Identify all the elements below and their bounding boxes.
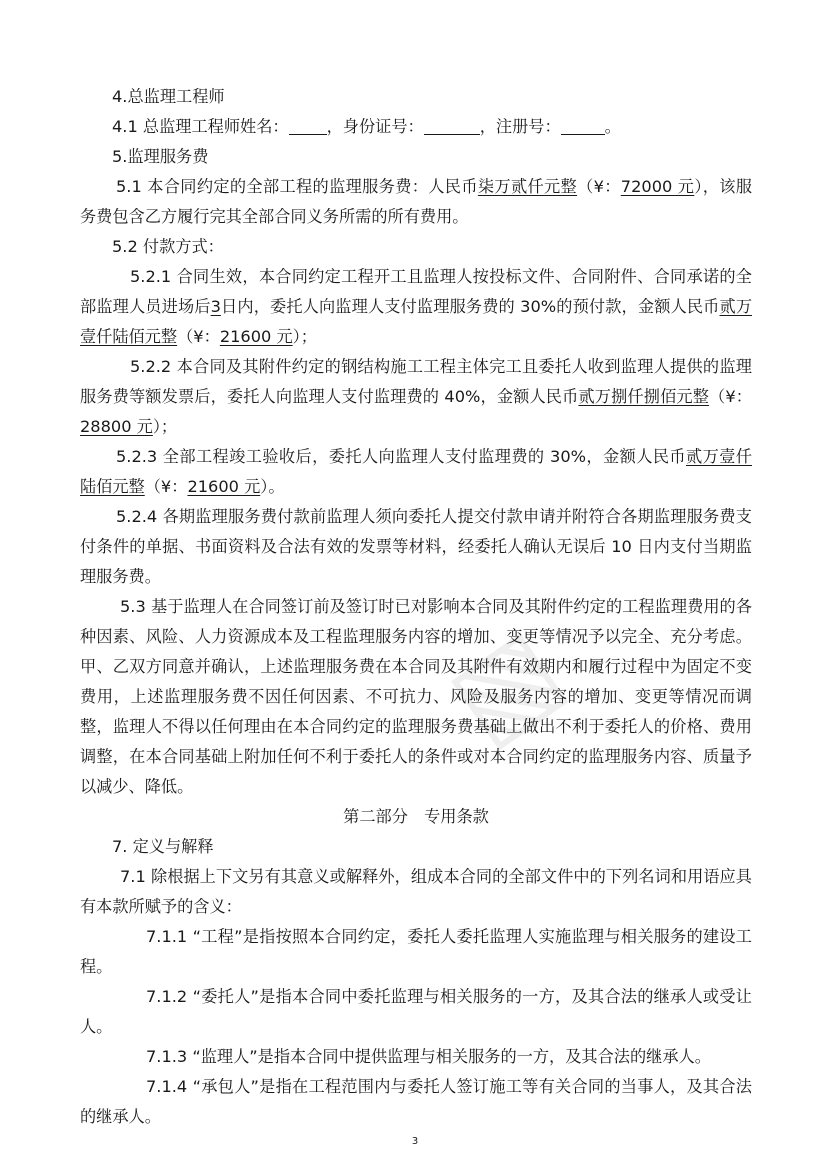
days-value: 3 bbox=[210, 297, 221, 316]
id-label: 身份证号： bbox=[342, 117, 424, 136]
section-4-heading bbox=[80, 82, 752, 112]
text-run: 日内，委托人向监理人支付监理服务费的 30%的预付款，金额人民币 bbox=[220, 297, 720, 316]
section-5-2-3 bbox=[80, 442, 752, 502]
payment-2-amount-number: 28800 元 bbox=[80, 417, 153, 436]
section-5-1 bbox=[80, 172, 752, 232]
text-run: 5.2.3 全部工程竣工验收后，委托人向监理人支付监理费的 30%，金额人民币 bbox=[116, 447, 687, 466]
section-5-3-text: 5.3 基于监理人在合同签订前及签订时已对影响本合同及其附件约定的工程监理费用的各种因素、风险、人力资源成本及工程监理服务内容的增加、变更等情况予以完全、充分考虑。甲、乙双方同意并确认，上述监理服务费在本合同及其附件有效期内和履行过程中为固定不变费用，上述监理服务费不因任何因素、不可抗力、风险及服务内容的增加、变更等情况而调整，监理人不得以任何理由在本合同约定的监理服务费基础上做出不利于委托人的价格、费用调整，在本合同基础上附加任何不利于委托人的条件或对本合同约定的监理服务内容、质量予以减少、降低。 bbox=[80, 597, 752, 796]
fee-amount-chinese: 柒万贰仟元整 bbox=[477, 177, 578, 196]
text-run: 5.2.1 合同生效，本合同约定工程开工且监理人按投标文件、合同附件、合同承诺的全部监理人员进场后 bbox=[80, 267, 752, 316]
text-run: （¥： bbox=[709, 387, 752, 406]
payment-3-amount-chinese: 贰万壹仟陆佰元整 bbox=[80, 447, 752, 496]
section-5-2-1 bbox=[80, 262, 752, 352]
section-4-title: 4.总监理工程师 bbox=[112, 87, 225, 106]
reg-label: 注册号： bbox=[495, 117, 561, 136]
text-run: ），该服务费包含乙方履行完其全部合同义务所需的所有费用。 bbox=[80, 177, 753, 226]
section-7-1 bbox=[80, 862, 752, 922]
text-run: ）； bbox=[292, 327, 317, 346]
section-7-1-3-text: 7.1.3 “监理人”是指本合同中提供监理与相关服务的一方，及其合法的继承人。 bbox=[146, 1047, 711, 1066]
text-run: ）； bbox=[152, 417, 178, 436]
part-2-title: 第二部分 专用条款 bbox=[343, 807, 489, 826]
section-7-1-text: 7.1 除根据上下文另有其意义或解释外，组成本合同的全部文件中的下列名词和用语应具有本款所赋予的含义： bbox=[80, 867, 752, 916]
fee-amount-number: 72000 元 bbox=[620, 177, 695, 196]
payment-1-amount-chinese: 贰万壹仟陆佰元整 bbox=[80, 297, 753, 346]
section-7-1-4-text: 7.1.4 “承包人”是指在工程范围内与委托人签订施工等有关合同的当事人，及其合法的继承人。 bbox=[80, 1077, 752, 1126]
section-5-title: 5.监理服务费 bbox=[112, 147, 209, 166]
section-7-1-1-text: 7.1.1 “工程”是指按照本合同约定，委托人委托监理人实施监理与相关服务的建设工程。 bbox=[80, 927, 752, 976]
text-run: （¥： bbox=[577, 177, 621, 196]
period: 。 bbox=[604, 117, 621, 136]
id-blank bbox=[424, 116, 480, 135]
section-5-2-4-text: 5.2.4 各期监理服务费付款前监理人须向委托人提交付款申请并附符合各期监理服务费支付条件的单据、书面资料及合法有效的发票等材料，经委托人确认无误后 10 日内支付当期监理服务费。 bbox=[80, 507, 752, 586]
section-5-2-heading bbox=[80, 232, 752, 262]
payment-2-amount-chinese: 贰万捌仟捌佰元整 bbox=[578, 387, 710, 406]
text-run: ）。 bbox=[260, 477, 285, 496]
name-blank bbox=[289, 116, 327, 135]
separator: ， bbox=[479, 117, 496, 136]
section-7-1-1 bbox=[80, 922, 752, 982]
section-5-2-4 bbox=[80, 502, 752, 592]
text-run: 5.2.2 本合同及其附件约定的钢结构施工工程主体完工且委托人收到监理人提供的监理服务费等额发票后，委托人向监理人支付监理费的 40%，金额人民币 bbox=[80, 357, 752, 406]
document-body bbox=[80, 82, 752, 1132]
watermark: ▧ bbox=[424, 593, 596, 767]
text-run: 5.1 本合同约定的全部工程的监理服务费：人民币 bbox=[116, 177, 478, 196]
part-2-heading bbox=[80, 802, 752, 832]
page-number: 3 bbox=[411, 1136, 419, 1147]
section-7-1-2-text: 7.1.2 “委托人”是指本合同中委托监理与相关服务的一方，及其合法的继承人或受让人。 bbox=[80, 987, 752, 1036]
text-run: （¥： bbox=[177, 327, 220, 346]
payment-3-amount-number: 21600 元 bbox=[187, 477, 261, 496]
section-7-1-4 bbox=[80, 1072, 752, 1132]
payment-1-amount-number: 21600 元 bbox=[219, 327, 293, 346]
reg-blank bbox=[561, 116, 605, 135]
section-7-1-2 bbox=[80, 982, 752, 1042]
section-7-title: 7. 定义与解释 bbox=[112, 837, 214, 856]
section-5-3 bbox=[80, 592, 752, 802]
section-7-heading bbox=[80, 832, 752, 862]
section-5-heading bbox=[80, 142, 752, 172]
separator: ， bbox=[326, 117, 343, 136]
text-run: （¥： bbox=[144, 477, 188, 496]
name-label: 4.1 总监理工程师姓名： bbox=[112, 117, 289, 136]
section-7-1-3 bbox=[80, 1042, 752, 1072]
section-5-2-2 bbox=[80, 352, 752, 442]
section-5-2-title: 5.2 付款方式： bbox=[112, 237, 224, 256]
section-4-1 bbox=[80, 112, 752, 142]
